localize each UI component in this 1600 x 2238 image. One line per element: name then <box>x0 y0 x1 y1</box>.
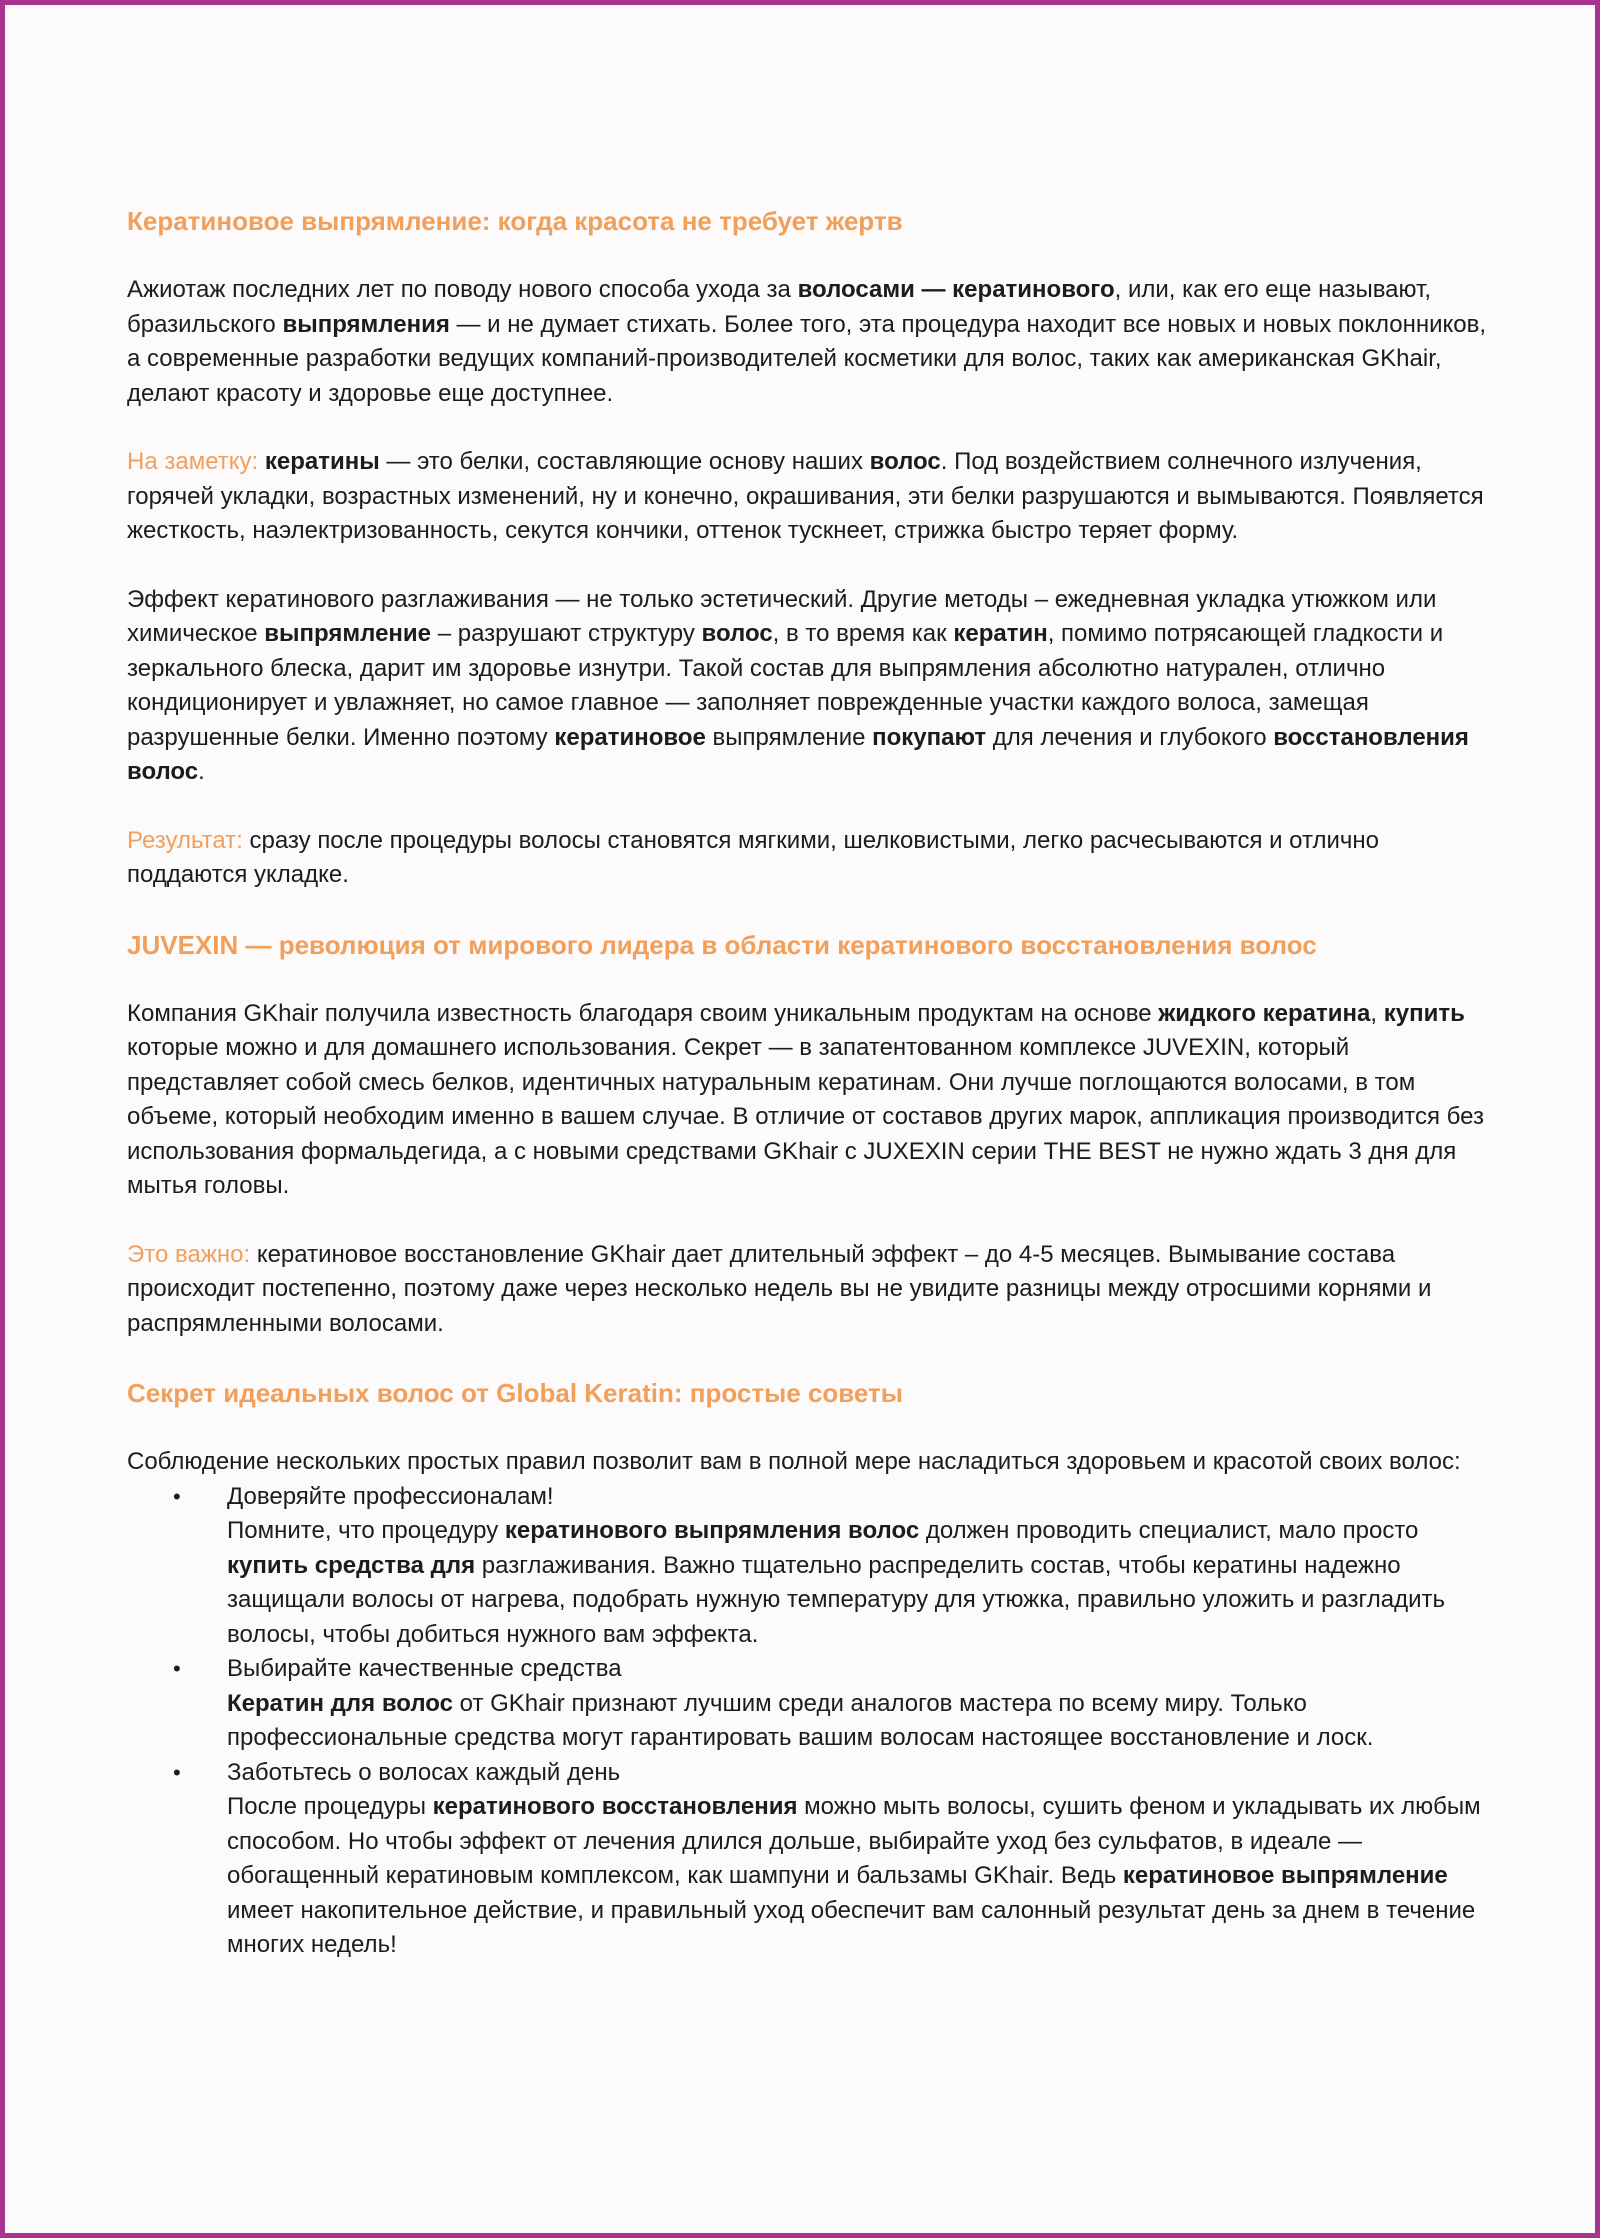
list-item <box>173 1756 1487 1963</box>
section-heading-tips: Секрет идеальных волос от Global Keratin: простые советы <box>127 1378 903 1408</box>
list-item-body: Кератин для волос от GKhair признают лучшим среди аналогов мастера по всему миру. Только профессиональные средства могут гарантировать вашим волосам настоящее восстановление и лоск. <box>227 1689 1374 1751</box>
paragraph-tips-intro: Соблюдение нескольких простых правил позволит вам в полной мере насладиться здоровьем и красотой своих волос: <box>127 1448 1461 1475</box>
paragraph-result: Результат: сразу после процедуры волосы становятся мягкими, шелковистыми, легко расчесываются и отлично поддаются укладке. <box>127 826 1379 888</box>
document-content <box>127 203 1487 1963</box>
bullet-icon: • <box>173 1656 181 1681</box>
list-item-title: Доверяйте профессионалам! <box>227 1482 554 1510</box>
list-item <box>173 1652 1487 1756</box>
list-item-title: Выбирайте качественные средства <box>227 1655 622 1682</box>
important-label: Это важно: <box>127 1240 257 1268</box>
list-item-title: Заботьтесь о волосах каждый день <box>227 1758 621 1786</box>
section-heading-keratin: Кератиновое выпрямление: когда красота не требует жертв <box>127 206 903 236</box>
list-item-body: После процедуры кератинового восстановления можно мыть волосы, сушить феном и укладывать их любым способом. Но чтобы эффект от лечения длился дольше, выбирайте уход без сульфатов, в идеале — обогащенный кератиновым комплексом, как шампуни и бальзамы GKhair. Ведь кератиновое выпрямление имеет накопительное действие, и правильный уход обеспечит вам салонный результат день за днем в течение многих недель! <box>227 1793 1481 1958</box>
paragraph-intro: Ажиотаж последних лет по поводу нового способа ухода за волосами — кератинового, или, как его еще называют, бразильского выпрямления — и не думает стихать. Более того, эта процедура находит все новых и новых поклонников, а современные разработки ведущих компаний-производителей косметики для волос, таких как американская GKhair, делают красоту и здоровье еще доступнее. <box>127 276 1487 407</box>
note-label: На заметку: <box>127 448 265 475</box>
list-item-body: Помните, что процедуру кератинового выпрямления волос должен проводить специалист, мало просто купить средства для разглаживания. Важно тщательно распределить состав, чтобы кератины надежно защищали волосы от нагрева, подобрать нужную температуру для утюжка, правильно уложить и разгладить волосы, чтобы добиться нужного вам эффекта. <box>227 1517 1445 1648</box>
paragraph-effect: Эффект кератинового разглаживания — не только эстетический. Другие методы – ежедневная укладка утюжком или химическое выпрямление – разрушают структуру волос, в то время как кератин, помимо потрясающей гладкости и зеркального блеска, дарит им здоровье изнутри. Такой состав для выпрямления абсолютно натурален, отлично кондиционирует и увлажняет, но самое главное — заполняет поврежденные участки каждого волоса, замещая разрушенные белки. Именно поэтому кератиновое выпрямление покупают для лечения и глубокого восстановления волос. <box>127 585 1469 785</box>
paragraph-company: Компания GKhair получила известность благодаря своим уникальным продуктам на основе жидкого кератина, купить которые можно и для домашнего использования. Секрет — в запатентованном комплексе JUVEXIN, который представляет собой смесь белков, идентичных натуральным кератинам. Они лучше поглощаются волосами, в том объеме, который необходим именно в вашем случае. В отличие от составов других марок, аппликация производится без использования формальдегида, а с новыми средствами GKhair с JUXEXIN серии THE BEST не нужно ждать 3 дня для мытья головы. <box>127 999 1484 1199</box>
result-label: Результат: <box>127 826 250 854</box>
paragraph-note: На заметку: кератины — это белки, составляющие основу наших волос. Под воздействием солнечного излучения, горячей укладки, возрастных изменений, ну и конечно, окрашивания, эти белки разрушаются и вымываются. Появляется жесткость, наэлектризованность, секутся кончики, оттенок тускнеет, стрижка быстро теряет форму. <box>127 448 1484 544</box>
section-heading-juvexin: JUVEXIN — революция от мирового лидера в области кератинового восстановления волос <box>127 929 1317 960</box>
paragraph-important: Это важно: кератиновое восстановление GKhair дает длительный эффект – до 4-5 месяцев. Вымывание состава происходит постепенно, поэтому даже через несколько недель вы не увидите разницы между отросшими корнями и распрямленными волосами. <box>127 1240 1432 1337</box>
tips-list <box>127 1480 1487 1963</box>
bullet-icon: • <box>173 1759 181 1785</box>
list-item <box>173 1480 1487 1653</box>
bullet-icon: • <box>173 1483 181 1509</box>
